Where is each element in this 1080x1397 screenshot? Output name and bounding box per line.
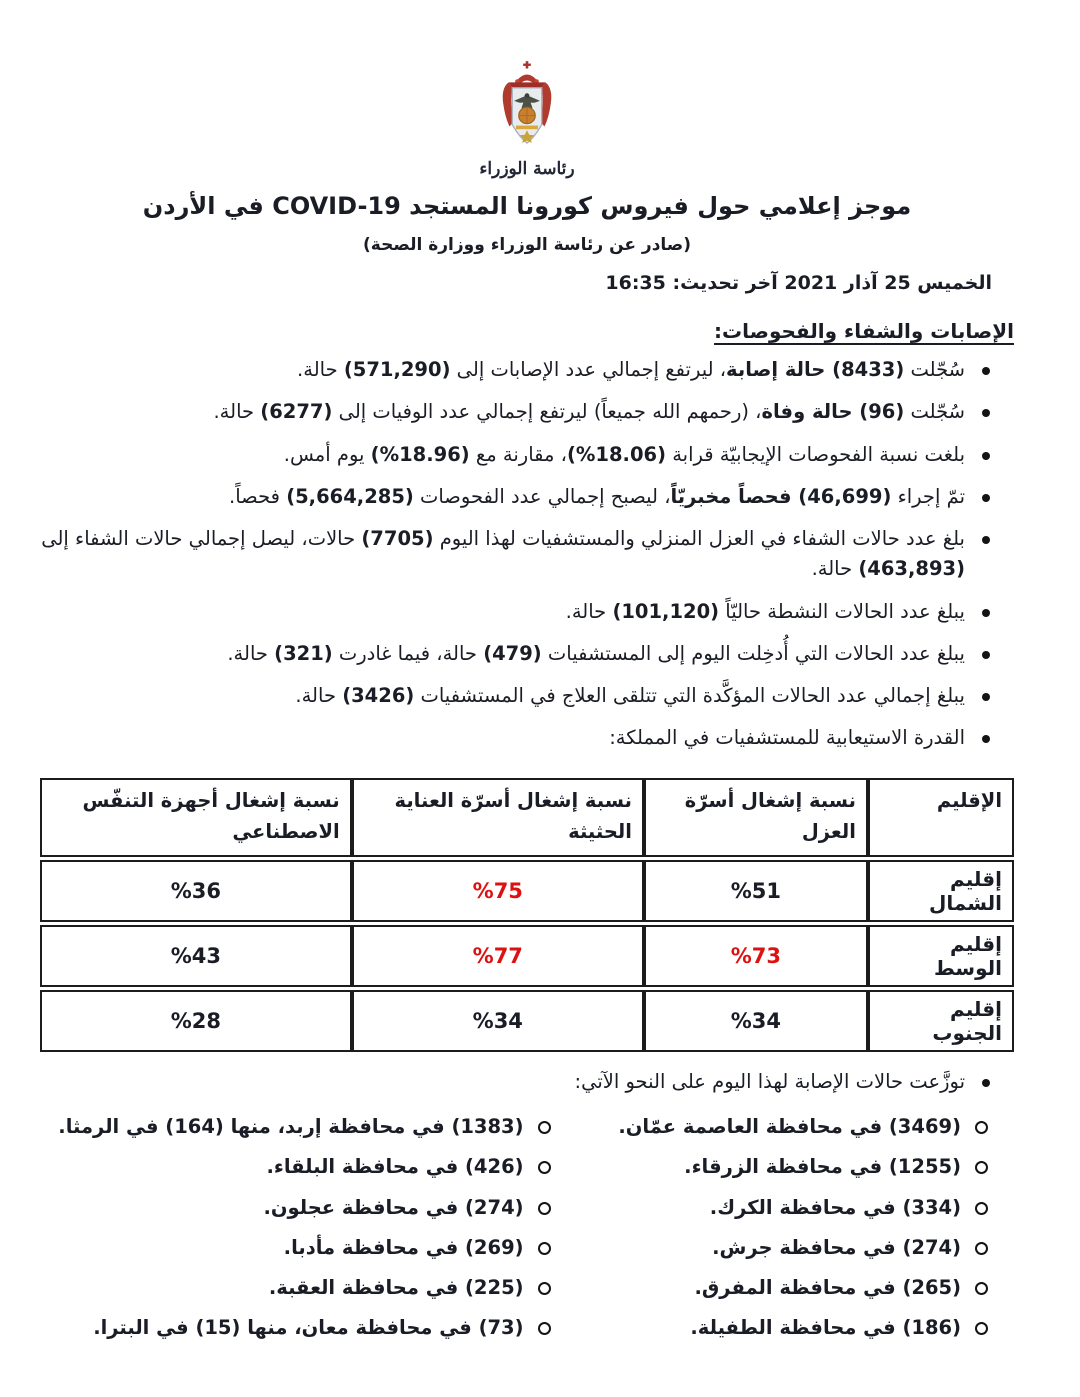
cases-bullet-list <box>40 355 1014 711</box>
governorate-columns <box>40 1101 1014 1343</box>
text-segment: بلغت نسبة الفحوصات الإيجابيّة قرابة <box>666 442 965 466</box>
stat-number: (101,120) <box>612 599 720 623</box>
text-segment: ، (رحمهم الله جميعاً) ليرتفع إجمالي عدد الوفيات إلى <box>332 400 762 424</box>
text-segment: فحصاً مخبريّاً <box>670 484 799 508</box>
text-segment: بلغ عدد حالات الشفاء في العزل المنزلي والمستشفيات لهذا اليوم <box>433 527 965 551</box>
capacity-heading-item: القدرة الاستيعابية للمستشفيات في المملكة: <box>40 723 992 753</box>
stat-number: (571,290) <box>343 358 451 382</box>
stat-number: (8433) <box>832 358 905 382</box>
capacity-percentage: %51 <box>730 878 782 903</box>
column-header-ventilators: نسبة إشغال أجهزة التنفّس الاصطناعي <box>40 778 352 856</box>
case-stat-item <box>40 355 992 385</box>
stat-number: (274) <box>465 1195 524 1219</box>
stat-number: (73) <box>478 1316 524 1340</box>
capacity-table-row <box>40 860 1014 922</box>
region-name: إقليم الشمال <box>868 860 1014 922</box>
text-segment: في محافظة مأدبا. <box>283 1235 466 1259</box>
header-logo-block <box>40 0 1014 179</box>
text-segment: حالة. <box>213 400 261 424</box>
capacity-table-row <box>40 990 1014 1052</box>
text-segment: يبلغ إجمالي عدد الحالات المؤكَّدة التي تتلقى العلاج في المستشفيات <box>414 683 965 707</box>
text-segment: في محافظة الكرك. <box>709 1195 903 1219</box>
stat-number: (186) <box>902 1316 961 1340</box>
stat-number: (1255) <box>888 1155 961 1179</box>
text-segment: في محافظة جرش. <box>712 1235 903 1259</box>
text-segment: في محافظة عجلون. <box>263 1195 466 1219</box>
stat-number: (5,664,285) <box>286 484 414 508</box>
capacity-table-row <box>40 925 1014 987</box>
text-segment: في محافظة البلقاء. <box>266 1155 466 1179</box>
governorate-item <box>554 1193 991 1222</box>
text-segment: حالة. <box>811 557 859 581</box>
capacity-percentage: %75 <box>472 878 523 903</box>
text-segment: حالة. <box>565 599 613 623</box>
text-segment: في محافظة المفرق. <box>694 1276 903 1300</box>
mantle-top <box>509 82 546 88</box>
stat-number: (96) <box>859 400 905 424</box>
region-name: إقليم الوسط <box>868 925 1014 987</box>
text-segment: حالات، ليصل إجمالي حالات الشفاء إلى <box>41 527 362 551</box>
text-segment: في محافظة إربد، منها <box>223 1115 452 1139</box>
stat-number: (7705) <box>361 527 434 551</box>
date-line: الخميس 25 آذار 2021 آخر تحديث: 16:35 <box>605 272 992 295</box>
capacity-value-cell <box>352 860 644 922</box>
text-segment: في محافظة معان، منها <box>240 1316 479 1340</box>
capacity-value-cell <box>644 860 868 922</box>
stat-number: (1383) <box>451 1115 524 1139</box>
capacity-value-cell <box>40 990 352 1052</box>
column-header-isolation-beds: نسبة إشغال أسرّة العزل <box>644 778 868 856</box>
capacity-value-cell <box>40 860 352 922</box>
capacity-value-cell <box>644 925 868 987</box>
distribution-intro-item: توزَّعت حالات الإصابة لهذا اليوم على النحو الآتي: <box>40 1067 992 1097</box>
jordan-coat-of-arms-icon <box>481 60 573 158</box>
stat-number: (225) <box>465 1276 524 1300</box>
case-stat-item <box>40 681 992 711</box>
capacity-percentage: %43 <box>170 943 221 968</box>
capacity-heading-list <box>40 723 1014 753</box>
stat-number: (463,893) <box>858 557 965 581</box>
capacity-value-cell <box>352 990 644 1052</box>
governorate-list-right <box>554 1101 991 1343</box>
capacity-value-cell <box>352 925 644 987</box>
capacity-percentage: %34 <box>472 1008 523 1033</box>
crown-cross-bar <box>523 64 531 66</box>
region-name: إقليم الجنوب <box>868 990 1014 1052</box>
stat-number: (265) <box>902 1276 961 1300</box>
governorate-item <box>40 1152 554 1181</box>
case-stat-item <box>40 597 992 627</box>
capacity-table-body <box>40 860 1014 1052</box>
capacity-percentage: %36 <box>170 878 221 903</box>
text-segment: يبلغ عدد الحالات النشطة حاليّاً <box>719 599 965 623</box>
logo-caption: رئاسة الوزراء <box>479 159 575 179</box>
text-segment: ، ليرتفع إجمالي عدد الإصابات إلى <box>450 358 727 382</box>
page-subtitle: (صادر عن رئاسة الوزراء ووزارة الصحة) <box>363 235 691 256</box>
text-segment: في محافظة العاصمة عمّان. <box>618 1115 889 1139</box>
governorate-item <box>40 1313 554 1342</box>
governorate-item <box>40 1273 554 1302</box>
case-stat-item <box>40 440 992 470</box>
text-segment: حالة. <box>297 358 344 382</box>
stat-number: (3469) <box>888 1115 961 1139</box>
text-segment: سُجّلت <box>904 358 965 382</box>
governorate-item <box>554 1273 991 1302</box>
governorate-item <box>40 1193 554 1222</box>
eagle-head <box>525 93 530 98</box>
governorate-item <box>554 1313 991 1342</box>
case-stat-item <box>40 397 992 427</box>
stat-number: (46,699) <box>798 484 892 508</box>
stat-number: (3426) <box>342 683 415 707</box>
text-segment: حالة إصابة <box>726 358 833 382</box>
distribution-intro-list <box>40 1067 1014 1097</box>
case-stat-item <box>40 482 992 512</box>
governorate-list-left <box>40 1101 554 1343</box>
capacity-table-header <box>40 778 1014 856</box>
text-segment: تمّ إجراء <box>891 484 965 508</box>
column-header-icu-beds: نسبة إشغال أسرّة العناية الحثيثة <box>352 778 644 856</box>
case-stat-item <box>40 639 992 669</box>
stat-number: (334) <box>902 1195 961 1219</box>
governorate-item <box>554 1233 991 1262</box>
text-segment: حالة. <box>227 641 275 665</box>
stat-number: (%18.96) <box>370 442 470 466</box>
stat-number: (6277) <box>260 400 333 424</box>
base-ribbon <box>516 126 538 130</box>
text-segment: في البترا. <box>93 1316 196 1340</box>
governorate-item <box>554 1152 991 1181</box>
text-segment: حالة وفاة <box>761 400 860 424</box>
text-segment: حالة، فيما غادرت <box>332 641 484 665</box>
section-heading-cases: الإصابات والشفاء والفحوصات: <box>714 319 1014 344</box>
text-segment: سُجّلت <box>904 400 965 424</box>
column-header-region: الإقليم <box>868 778 1014 856</box>
text-segment: حالة. <box>295 683 343 707</box>
text-segment: في محافظة الطفيلة. <box>690 1316 903 1340</box>
stat-number: (15) <box>195 1316 241 1340</box>
stat-number: (164) <box>165 1115 224 1139</box>
text-segment: فحصاً. <box>229 484 287 508</box>
capacity-percentage: %34 <box>730 1008 782 1033</box>
governorate-item <box>40 1233 554 1262</box>
capacity-value-cell <box>644 990 868 1052</box>
stat-number: (274) <box>902 1235 961 1259</box>
capacity-percentage: %73 <box>730 943 782 968</box>
stat-number: (%18.06) <box>566 442 667 466</box>
capacity-value-cell <box>40 925 352 987</box>
case-stat-item <box>40 524 992 584</box>
text-segment: ، ليصبح إجمالي عدد الفحوصات <box>413 484 671 508</box>
text-segment: ، مقارنة مع <box>469 442 567 466</box>
capacity-percentage: %77 <box>472 943 523 968</box>
stat-number: (269) <box>465 1235 524 1259</box>
page-title: موجز إعلامي حول فيروس كورونا المستجد COVID-19 في الأردن <box>142 192 912 220</box>
hospital-capacity-table <box>40 775 1014 1054</box>
governorate-item <box>40 1112 554 1141</box>
stat-number: (479) <box>483 641 542 665</box>
stat-number: (321) <box>274 641 333 665</box>
capacity-percentage: %28 <box>170 1008 221 1033</box>
text-segment: في محافظة الزرقاء. <box>684 1155 889 1179</box>
text-segment: في الرمثا. <box>58 1115 166 1139</box>
text-segment: في محافظة العقبة. <box>268 1276 466 1300</box>
stat-number: (426) <box>465 1155 524 1179</box>
text-segment: يوم أمس. <box>283 442 371 466</box>
text-segment: يبلغ عدد الحالات التي أُدخِلت اليوم إلى المستشفيات <box>541 641 965 665</box>
governorate-item <box>554 1112 991 1141</box>
